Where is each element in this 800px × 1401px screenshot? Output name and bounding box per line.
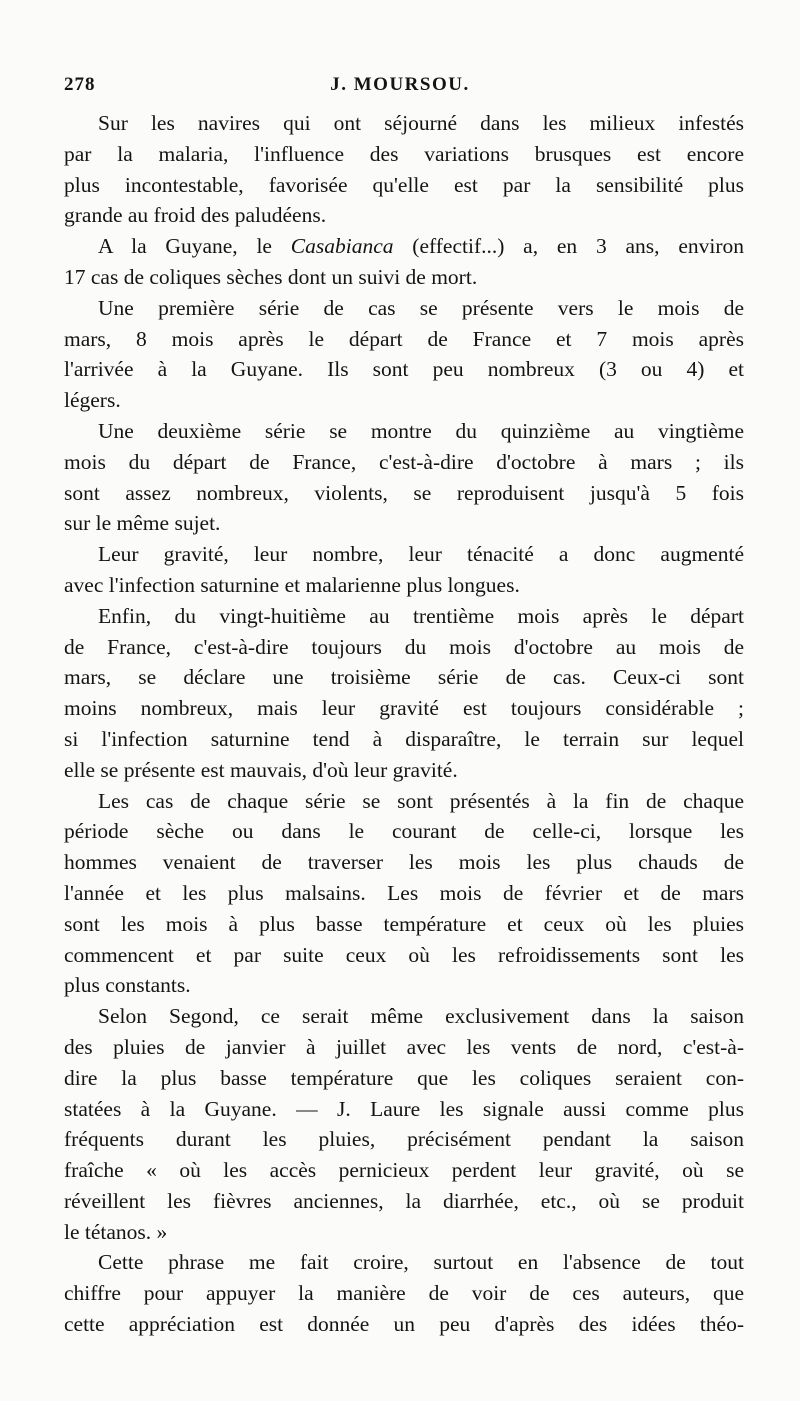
text-line: sont les mois à plus basse température et ceux où les pluies xyxy=(64,911,744,936)
text-line: Selon Segond, ce serait même exclusivement dans la saison xyxy=(98,1004,744,1029)
text-line: avec l'infection saturnine et malarienne plus longues. xyxy=(64,572,520,597)
text-line: 17 cas de coliques sèches dont un suivi de mort. xyxy=(64,264,478,289)
text-line: mois du départ de France, c'est-à-dire d'octobre à mars ; ils xyxy=(64,449,744,474)
page-number: 278 xyxy=(64,74,96,95)
text-line: légers. xyxy=(64,388,121,413)
text-line: le tétanos. » xyxy=(64,1219,168,1244)
text-line: de France, c'est-à-dire toujours du mois d'octobre au mois de xyxy=(64,634,744,659)
text-line: Cette phrase me fait croire, surtout en l'absence de tout xyxy=(98,1250,744,1275)
text-line: fraîche « où les accès pernicieux perdent leur gravité, où se xyxy=(64,1158,744,1183)
text-line: période sèche ou dans le courant de celle-ci, lorsque les xyxy=(64,819,744,844)
text-line: sont assez nombreux, violents, se reproduisent jusqu'à 5 fois xyxy=(64,480,744,505)
text-line: Les cas de chaque série se sont présentés à la fin de chaque xyxy=(98,788,744,813)
text-line: commencent et par suite ceux où les refroidissements sont les xyxy=(64,942,744,967)
text-line: mars, se déclare une troisième série de cas. Ceux-ci sont xyxy=(64,665,744,690)
text-line: Sur les navires qui ont séjourné dans les milieux infestés xyxy=(98,111,744,135)
text-line: fréquents durant les pluies, précisément pendant la saison xyxy=(64,1127,744,1152)
text-line: par la malaria, l'influence des variations brusques est encore xyxy=(64,141,744,166)
text-line: Leur gravité, leur nombre, leur ténacité a donc augmenté xyxy=(98,542,744,567)
text-line: si l'infection saturnine tend à disparaître, le terrain sur lequel xyxy=(64,726,744,751)
running-head: J. MOURSOU. xyxy=(330,74,470,95)
text-line: A la Guyane, le Casabianca (effectif...) a, en 3 ans, environ xyxy=(98,234,744,259)
text-line: grande au froid des paludéens. xyxy=(64,203,327,228)
text-line: Enfin, du vingt-huitième au trentième mois après le départ xyxy=(98,603,744,628)
text-line: réveillent les fièvres anciennes, la diarrhée, etc., où se produit xyxy=(64,1188,744,1213)
text-line: moins nombreux, mais leur gravité est toujours considérable ; xyxy=(64,696,744,721)
text-line: statées à la Guyane. — J. Laure les signale aussi comme plus xyxy=(64,1096,744,1121)
text-line: mars, 8 mois après le départ de France et 7 mois après xyxy=(64,326,744,351)
text-line: chiffre pour appuyer la manière de voir de ces auteurs, que xyxy=(64,1281,744,1306)
page-header xyxy=(64,74,744,100)
text-line: elle se présente est mauvais, d'où leur gravité. xyxy=(64,757,458,782)
text-line: sur le même sujet. xyxy=(64,511,221,536)
body-text xyxy=(64,108,744,1340)
text-line: cette appréciation est donnée un peu d'après des idées théo- xyxy=(64,1312,744,1337)
text-line: l'arrivée à la Guyane. Ils sont peu nombreux (3 ou 4) et xyxy=(64,357,744,382)
text-line: des pluies de janvier à juillet avec les vents de nord, c'est-à- xyxy=(64,1034,744,1059)
text-line: hommes venaient de traverser les mois les plus chauds de xyxy=(64,850,744,875)
ship-name: Casabianca xyxy=(290,234,394,259)
text-line: dire la plus basse température que les coliques seraient con- xyxy=(64,1065,744,1090)
text-line: Une deuxième série se montre du quinzième au vingtième xyxy=(98,418,744,443)
text-line: plus constants. xyxy=(64,973,191,998)
text-line: l'année et les plus malsains. Les mois de février et de mars xyxy=(64,880,744,905)
text-line: plus incontestable, favorisée qu'elle est par la sensibilité plus xyxy=(64,172,744,197)
text-line: Une première série de cas se présente vers le mois de xyxy=(98,295,744,320)
